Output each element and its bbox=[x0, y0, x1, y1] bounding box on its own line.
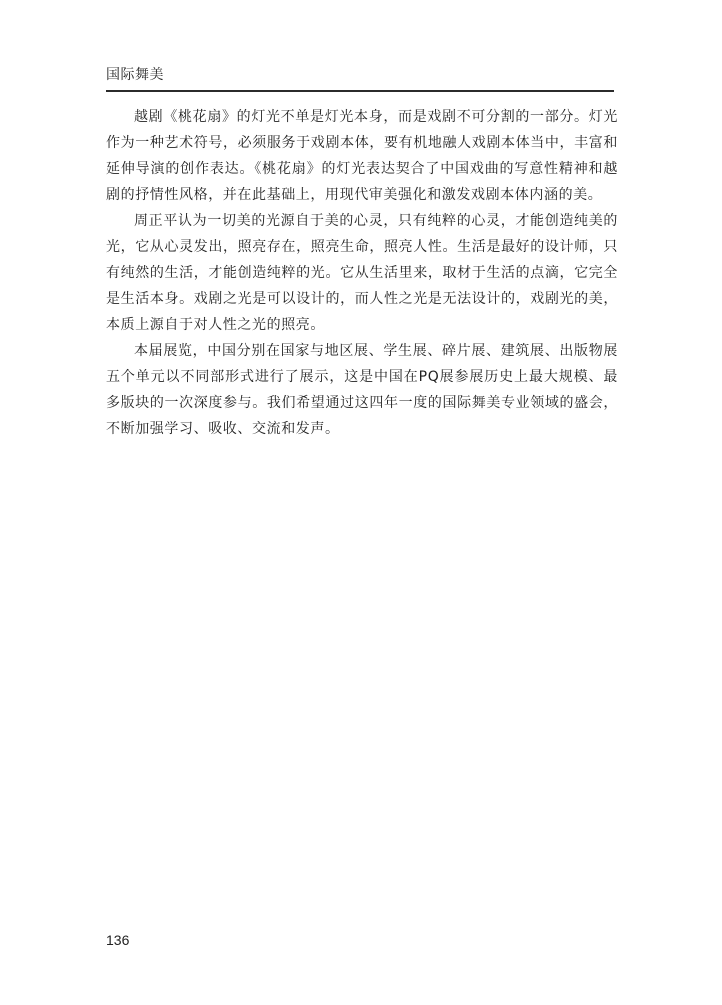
running-header-title: 国际舞美 bbox=[106, 67, 164, 83]
paragraph-1: 越剧《桃花扇》的灯光不单是灯光本身，而是戏剧不可分割的一部分。灯光作为一种艺术符号，必须服务于戏剧本体，要有机地融人戏剧本体当中，丰富和延伸导演的创作表达。《桃花扇》的灯光表达契合了中国戏曲的写意性精神和越剧的抒情性风格，并在此基础上，用现代审美强化和激发戏剧本体内涵的美。 bbox=[106, 109, 618, 203]
paragraph-3: 本届展览，中国分别在国家与地区展、学生展、碎片展、建筑展、出版物展五个单元以不同部形式进行了展示，这是中国在PQ展参展历史上最大规模、最多版块的一次深度参与。我们希望通过这四年一度的国际舞美专业领域的盛会，不断加强学习、吸收、交流和发声。 bbox=[106, 343, 618, 437]
running-header bbox=[106, 66, 614, 92]
page-number: 136 bbox=[106, 932, 130, 948]
body-text bbox=[106, 104, 618, 442]
paragraph-2: 周正平认为一切美的光源自于美的心灵，只有纯粹的心灵，才能创造纯美的光，它从心灵发出，照亮存在，照亮生命，照亮人性。生活是最好的设计师，只有纯然的生活，才能创造纯粹的光。它从生活里来，取材于生活的点滴，它完全是生活本身。戏剧之光是可以设计的，而人性之光是无法设计的，戏剧光的美，本质上源自于对人性之光的照亮。 bbox=[106, 213, 618, 333]
